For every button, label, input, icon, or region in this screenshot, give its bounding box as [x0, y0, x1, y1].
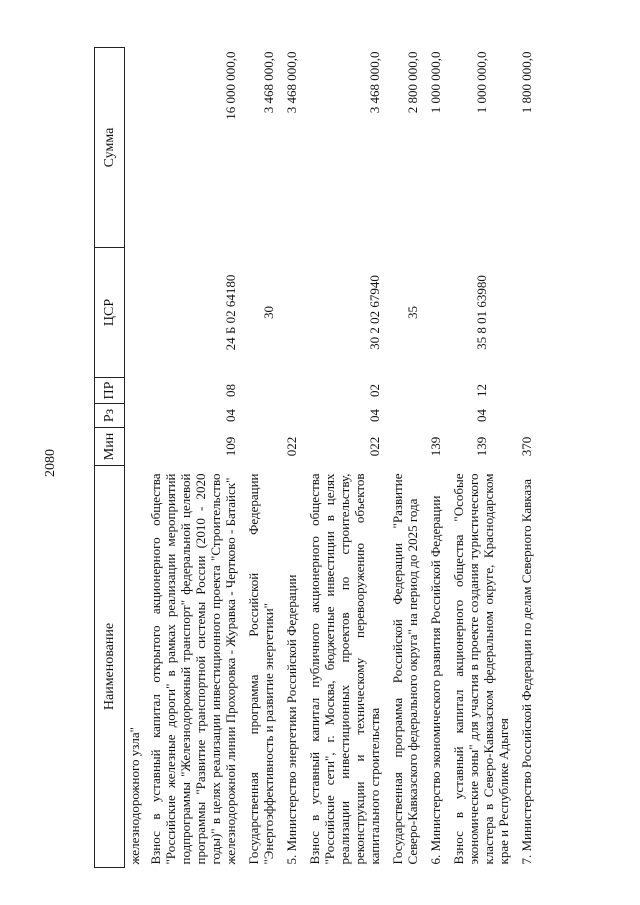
row-min [242, 428, 280, 466]
row-rz [125, 404, 145, 428]
row-name: Взнос в уставный капитал акционерного общества "Особые экономические зоны" для участия в проекте создания туристического кластера в Северо-Кавказском федеральном округе, Краснодарском крае и Республике Адыгея [451, 473, 511, 865]
row-min [386, 428, 424, 466]
row-sum [125, 48, 145, 248]
header-name: Наименование [95, 466, 125, 868]
table-row [144, 48, 242, 868]
row-rz [242, 404, 280, 428]
row-rz [280, 404, 303, 428]
row-rz: 04 [223, 409, 238, 422]
row-pr: 12 [473, 384, 489, 397]
row-csr: 30 2 02 67940 [367, 275, 382, 350]
table-row [242, 48, 280, 868]
row-rz [424, 404, 447, 428]
row-rz: 04 [473, 409, 489, 422]
table-header-row [95, 48, 125, 868]
header-min: Мин [95, 428, 125, 466]
row-sum: 1 000 000,0 [473, 51, 489, 114]
header-csr: ЦСР [95, 248, 125, 378]
rotated-document [94, 48, 614, 868]
header-sum: Сумма [95, 48, 125, 248]
row-min [125, 428, 145, 466]
row-name: Взнос в уставный капитал публичного акционерного общества "Российские сети", г. Москва, бюджетные инвестиции в целях реализации инвестиционных проектов по строительству, реконструкции и техническому перевооружению объектов капитального строительства [307, 473, 382, 865]
table-row [386, 48, 424, 868]
table-row [125, 48, 145, 868]
row-pr [280, 378, 303, 404]
row-rz [386, 404, 424, 428]
row-min: 022 [367, 436, 382, 457]
row-name: Государственная программа Российской Федерации "Развитие Северо-Кавказского федерального округа" на период до 2025 года [390, 473, 420, 865]
row-sum: 3 468 000,0 [261, 51, 276, 114]
row-csr [424, 248, 447, 378]
row-rz: 04 [367, 409, 382, 422]
row-name: Государственная программа Российской Федерации "Энергоэффективность и развитие энергетики" [246, 473, 276, 865]
row-sum: 16 000 000,0 [223, 51, 238, 120]
row-pr: 02 [367, 384, 382, 397]
row-csr [280, 248, 303, 378]
row-pr [515, 378, 538, 404]
row-pr: 08 [223, 384, 238, 397]
row-min: 139 [473, 436, 489, 457]
row-pr [424, 378, 447, 404]
row-min: 109 [223, 436, 238, 457]
row-csr: 35 8 01 63980 [473, 275, 489, 350]
row-csr: 30 [261, 306, 276, 319]
budget-table [94, 47, 538, 868]
row-name: Взнос в уставный капитал открытого акционерного общества "Российские железные дороги" в рамках реализации мероприятий подпрограммы "Железнодорожный транспорт" федеральной целевой программы "Развитие транспортной системы России (2010 - 2020 годы)" в целях реализации инвестиционного проекта "Строительство железнодорожной линии Прохоровка - Журавка - Чертково - Батайск" [148, 473, 238, 865]
row-rz [515, 404, 538, 428]
row-pr [386, 378, 424, 404]
row-min: 370 [519, 436, 534, 457]
row-sum: 3 468 000,0 [284, 51, 299, 114]
row-pr [125, 378, 145, 404]
row-csr [125, 248, 145, 378]
header-rz: Рз [95, 404, 125, 428]
table-row [447, 48, 515, 868]
row-name: 7. Министерство Российской Федерации по делам Северного Кавказа [519, 478, 534, 865]
row-name: 5. Министерство энергетики Российской Федерации [284, 574, 299, 865]
row-name: железнодорожного узла" [127, 727, 142, 865]
table-row [280, 48, 303, 868]
row-csr [515, 248, 538, 378]
row-sum: 1 000 000,0 [428, 51, 443, 114]
row-csr: 35 [405, 306, 420, 319]
row-pr [242, 378, 280, 404]
table-row [303, 48, 386, 868]
row-csr: 24 Б 02 64180 [223, 274, 238, 351]
row-sum: 1 800 000,0 [519, 51, 534, 114]
header-pr: ПР [95, 378, 125, 404]
row-sum: 2 800 000,0 [405, 51, 420, 114]
row-name: 6. Министерство экономического развития Российской Федерации [428, 495, 443, 865]
table-row [424, 48, 447, 868]
row-sum: 3 468 000,0 [367, 51, 382, 114]
page-number: 2080 [43, 449, 58, 477]
row-min: 139 [428, 436, 443, 457]
row-min: 022 [284, 436, 299, 457]
table-row [515, 48, 538, 868]
